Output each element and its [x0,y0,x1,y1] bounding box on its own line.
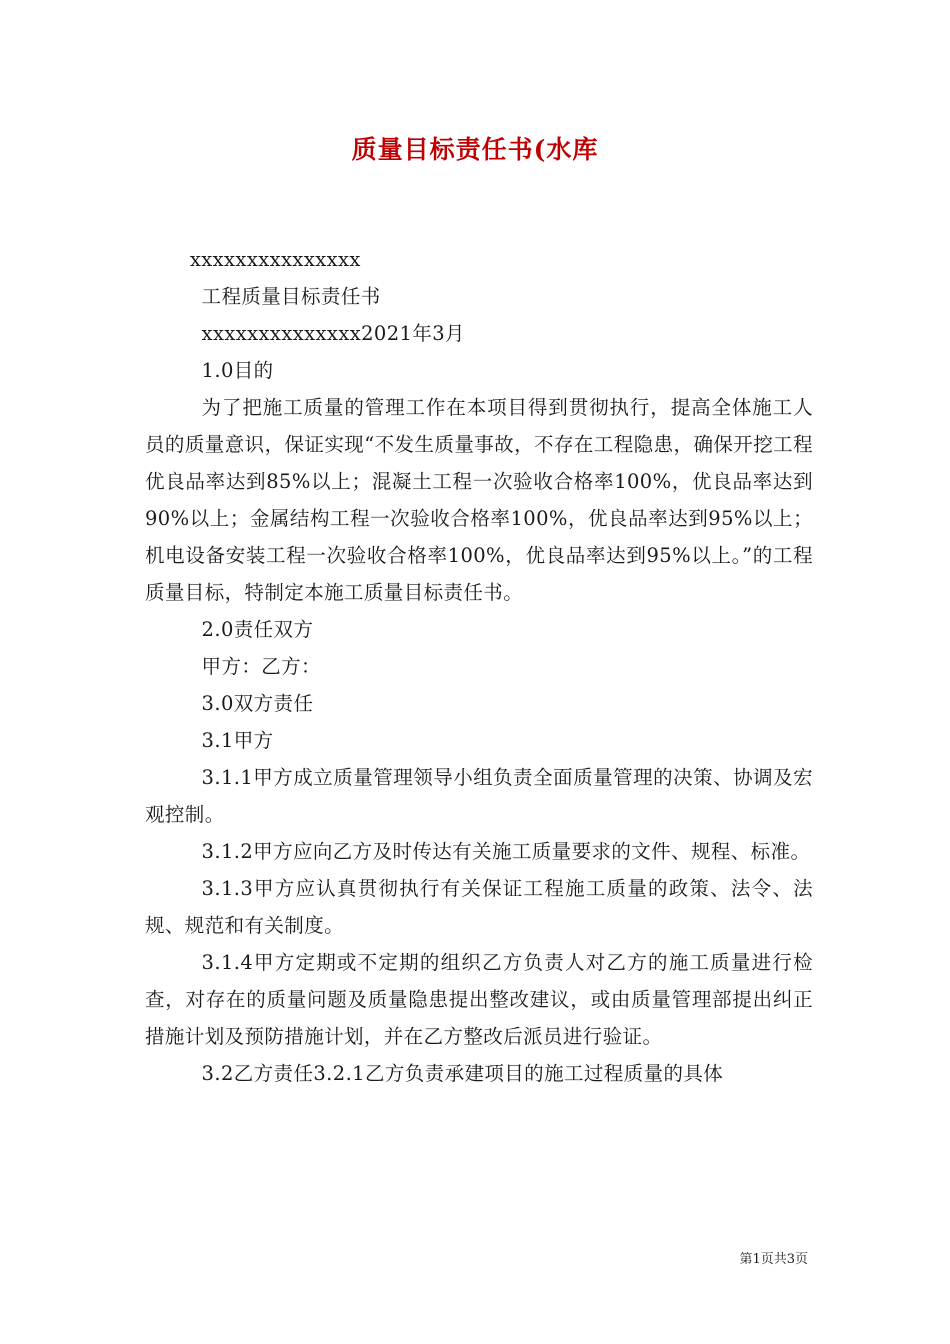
section-heading-parties: 2.0责任双方 [201,618,314,641]
clause-3-2: 3.2乙方责任3.2.1乙方负责承建项目的施工过程质量的具体 [201,1062,724,1085]
parties-line: 甲方：乙方： [201,655,321,678]
date-line: xxxxxxxxxxxxxx2021年3月 [201,322,465,345]
subsection-heading-party-a: 3.1甲方 [201,729,274,752]
paragraph-purpose: 为了把施工质量的管理工作在本项目得到贯彻执行，提高全体施工人员的质量意识，保证实现“不发生质量事故，不存在工程隐患，确保开挖工程优良品率达到85%以上；混凝土工程一次验收合格率100%，优良品率达到90%以上；金属结构工程一次验收合格率100%，优良品率达到95%以上；机电设备安装工程一次验收合格率100%，优良品率达到95%以上。”的工程质量目标，特制定本施工质量目标责任书。 [145,396,813,604]
page-number: 第1页共3页 [739,1252,808,1267]
author-line: xxxxxxxxxxxxxxx [189,248,361,271]
subtitle-line: 工程质量目标责任书 [201,285,381,308]
section-heading-purpose: 1.0目的 [201,359,274,382]
clause-3-1-3: 3.1.3甲方应认真贯彻执行有关保证工程施工质量的政策、法令、法规、规范和有关制度。 [145,877,813,937]
clause-3-1-4: 3.1.4甲方定期或不定期的组织乙方负责人对乙方的施工质量进行检查，对存在的质量问题及质量隐患提出整改建议，或由质量管理部提出纠正措施计划及预防措施计划，并在乙方整改后派员进行验证。 [145,951,813,1048]
section-heading-responsibilities: 3.0双方责任 [201,692,314,715]
clause-3-1-2: 3.1.2甲方应向乙方及时传达有关施工质量要求的文件、规程、标准。 [201,840,811,863]
document-body [145,241,813,1092]
document-title: 质量目标责任书(水库 [351,135,599,164]
clause-3-1-1: 3.1.1甲方成立质量管理领导小组负责全面质量管理的决策、协调及宏观控制。 [145,766,813,826]
